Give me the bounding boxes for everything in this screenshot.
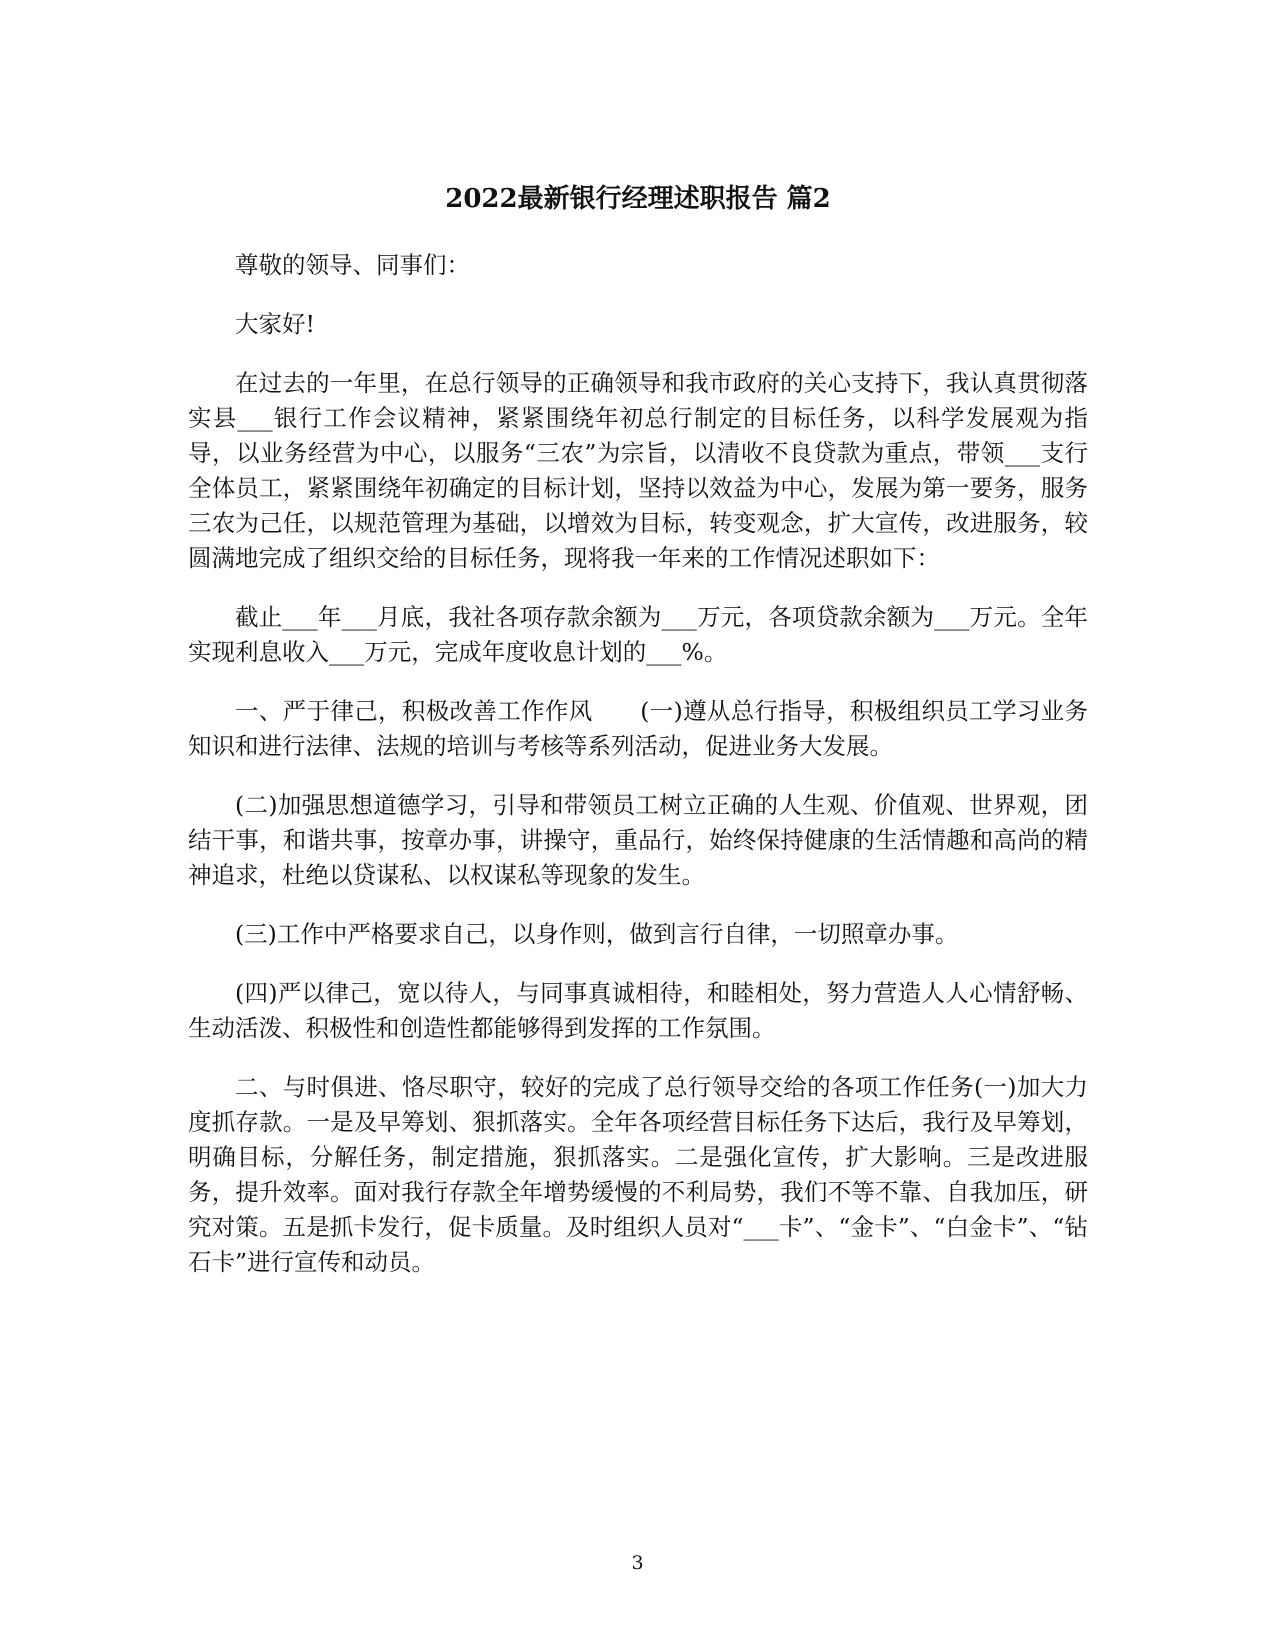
- section-one-item-three: (三)工作中严格要求自己，以身作则，做到言行自律，一切照章办事。: [235, 920, 959, 948]
- document-title: 2022最新银行经理述职报告 篇2: [445, 184, 831, 214]
- greeting: 大家好!: [235, 310, 315, 338]
- page-number: 3: [631, 1552, 644, 1574]
- section-one-paragraph: 一、严于律己，积极改善工作作风 (一)遵从总行指导，积极组织员工学习业务知识和进行法律、法规的培训与考核等系列活动，促进业务大发展。: [188, 697, 1088, 760]
- section-one-item-two: (二)加强思想道德学习，引导和带领员工树立正确的人生观、价值观、世界观，团结干事，和谐共事，按章办事，讲操守，重品行，始终保持健康的生活情趣和高尚的精神追求，杜绝以贷谋私、以权谋私等现象的发生。: [188, 791, 1088, 889]
- section-two-paragraph: 二、与时俱进、恪尽职守，较好的完成了总行领导交给的各项工作任务(一)加大力度抓存款。一是及早筹划、狠抓落实。全年各项经营目标任务下达后，我行及早筹划，明确目标，分解任务，制定措施，狠抓落实。二是强化宣传，扩大影响。三是改进服务，提升效率。面对我行存款全年增势缓慢的不利局势，我们不等不靠、自我加压，研究对策。五是抓卡发行，促卡质量。及时组织人员对“___卡”、“金卡”、“白金卡”、“钻石卡”进行宣传和动员。: [188, 1073, 1088, 1276]
- salutation: 尊敬的领导、同事们：: [235, 251, 470, 279]
- figures-paragraph: 截止___年___月底，我社各项存款余额为___万元，各项贷款余额为___万元。全年实现利息收入___万元，完成年度收息计划的___%。: [188, 603, 1088, 666]
- section-one-item-four: (四)严以律己，宽以待人，与同事真诚相待，和睦相处，努力营造人人心情舒畅、生动活泼、积极性和创造性都能够得到发挥的工作氛围。: [188, 979, 1088, 1042]
- document-page: [188, 178, 1088, 1304]
- intro-paragraph: 在过去的一年里，在总行领导的正确领导和我市政府的关心支持下，我认真贯彻落实县___银行工作会议精神，紧紧围绕年初总行制定的目标任务，以科学发展观为指导，以业务经营为中心，以服务“三农”为宗旨，以清收不良贷款为重点，带领___支行全体员工，紧紧围绕年初确定的目标计划，坚持以效益为中心，发展为第一要务，服务三农为己任，以规范管理为基础，以增效为目标，转变观念，扩大宣传，改进服务，较圆满地完成了组织交给的目标任务，现将我一年来的工作情况述职如下：: [188, 369, 1088, 572]
